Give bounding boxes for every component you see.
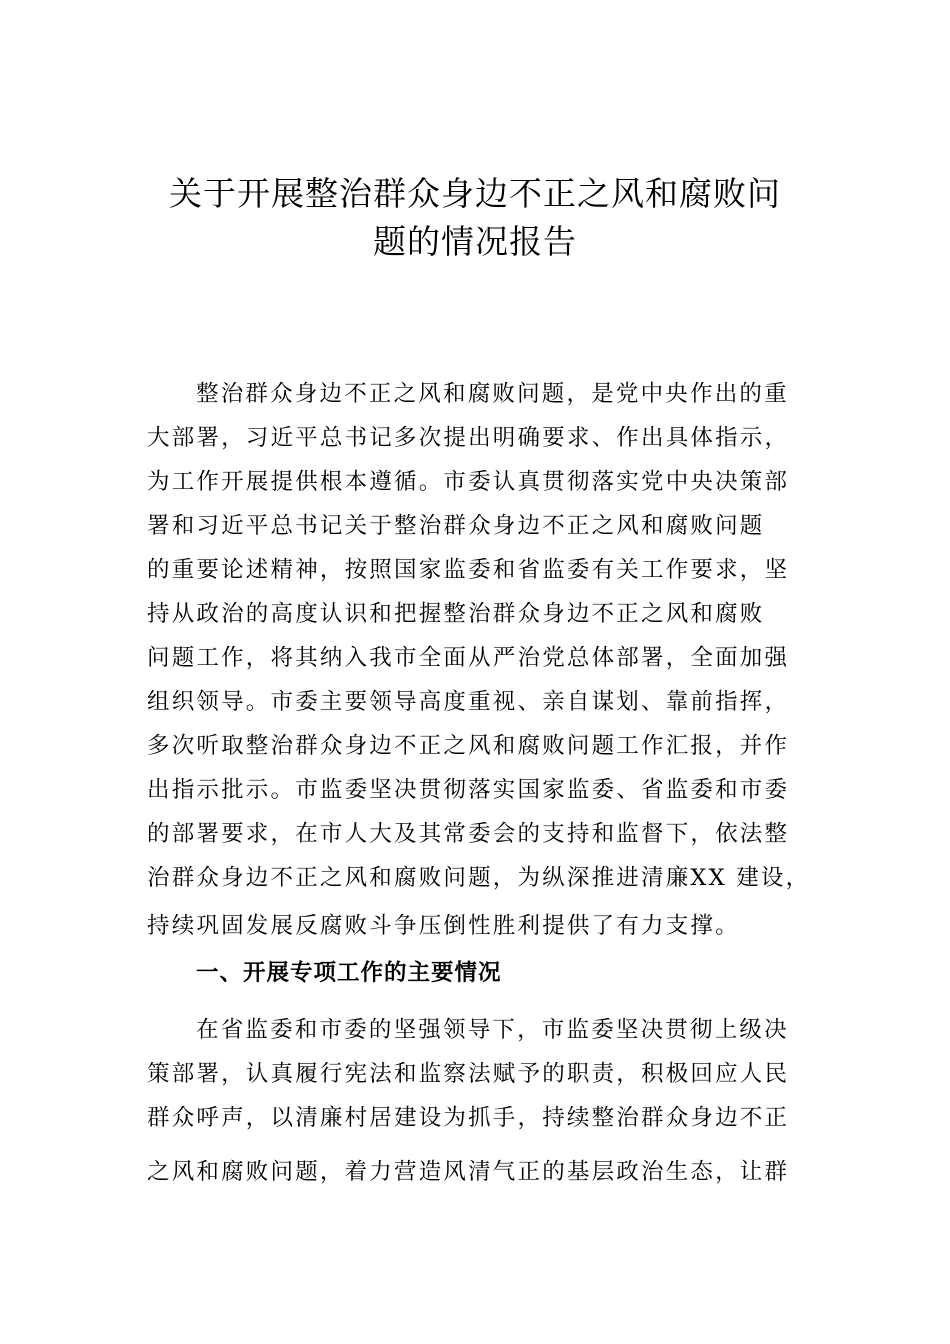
title-line: 关于开展整治群众身边不正之风和腐败问: [169, 174, 781, 213]
paragraph-line: 群众呼声，以清廉村居建设为抓手，持续整治群众身边不正: [147, 1105, 790, 1131]
paragraph-line: 在省监委和市委的坚强领导下，市监委坚决贯彻上级决: [196, 1017, 789, 1043]
paragraph-line: 署和习近平总书记关于整治群众身边不正之风和腐败问题: [147, 513, 765, 539]
paragraph-line: 多次听取整治群众身边不正之风和腐败问题工作汇报，并作: [147, 733, 790, 759]
paragraph-line: 持续巩固发展反腐败斗争压倒性胜利提供了有力支撑。: [147, 913, 740, 939]
paragraph-line: 问题工作，将其纳入我市全面从严治党总体部署，全面加强: [147, 645, 790, 671]
paragraph-line: 为工作开展提供根本遵循。市委认真贯彻落实党中央决策部: [147, 469, 790, 495]
paragraph-line: 的重要论述精神，按照国家监委和省监委有关工作要求，坚: [147, 557, 790, 583]
paragraph-line: 出指示批示。市监委坚决贯彻落实国家监委、省监委和市委: [147, 777, 790, 803]
paragraph-line: 之风和腐败问题，着力营造风清气正的基层政治生态，让群: [147, 1159, 790, 1185]
paragraph-line: 整治群众身边不正之风和腐败问题，是党中央作出的重: [196, 381, 789, 407]
paragraph-line: 大部署，习近平总书记多次提出明确要求、作出具体指示，: [147, 425, 790, 451]
paragraph-line: 持从政治的高度认识和把握整治群众身边不正之风和腐败: [147, 601, 765, 627]
title-line: 题的情况报告: [373, 222, 577, 261]
section-heading: 一、开展专项工作的主要情况: [196, 960, 502, 986]
paragraph-line: 组织领导。市委主要领导高度重视、亲自谋划、靠前指挥，: [147, 689, 790, 715]
document-title: [145, 170, 805, 266]
paragraph-line: 治群众身边不正之风和腐败问题，为纵深推进清廉XX 建设，: [147, 865, 811, 891]
paragraph-line: 的部署要求，在市人大及其常委会的支持和监督下，依法整: [147, 821, 790, 847]
paragraph-line: 策部署，认真履行宪法和监察法赋予的职责，积极回应人民: [147, 1061, 790, 1087]
